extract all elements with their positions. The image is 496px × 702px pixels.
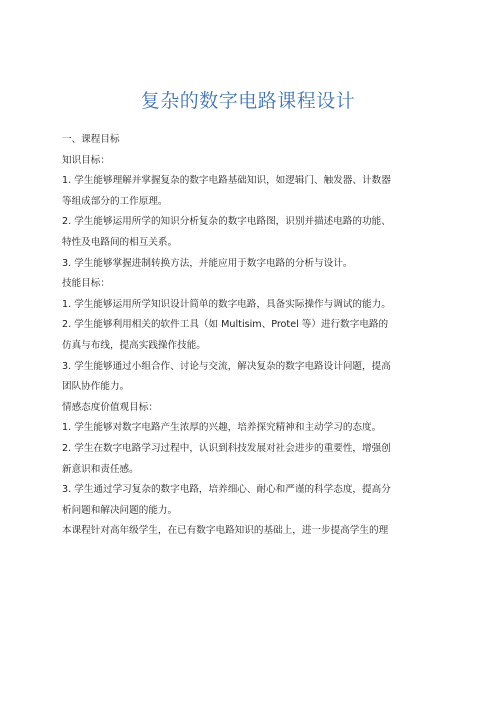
paragraph-line: 1. 学生能够对数字电路产生浓厚的兴趣，培养探究精神和主动学习的态度。 [62,422,382,434]
paragraph-line: 3. 学生通过学习复杂的数字电路，培养细心、耐心和严谨的科学态度，提高分 [62,484,391,496]
paragraph-line: 特性及电路间的相互关系。 [62,236,178,248]
paragraph-line: 3. 学生能够通过小组合作、讨论与交流，解决复杂的数字电路设计问题，提高 [62,360,391,372]
paragraph-line: 2. 学生在数字电路学习过程中，认识到科技发展对社会进步的重要性，增强创 [62,442,391,454]
paragraph-line: 2. 学生能够运用所学的知识分析复杂的数字电路图，识别并描述电路的功能、 [62,216,391,228]
document-body [62,130,438,542]
paragraph-line: 等组成部分的工作原理。 [62,195,168,207]
paragraph-line: 仿真与布线，提高实践操作技能。 [62,339,206,351]
paragraph-line: 3. 学生能够掌握进制转换方法，并能应用于数字电路的分析与设计。 [62,257,353,269]
paragraph-line: 1. 学生能够理解并掌握复杂的数字电路基础知识，如逻辑门、触发器、计数器 [62,175,391,187]
subsection-heading-attitude: 情感态度价值观目标： [62,401,158,413]
paragraph-line: 本课程针对高年级学生，在已有数字电路知识的基础上，进一步提高学生的理 [62,525,389,537]
paragraph-line: 1. 学生能够运用所学知识设计简单的数字电路，具备实际操作与调试的能力。 [62,298,391,310]
subsection-heading-skills: 技能目标： [62,278,110,290]
subsection-heading-knowledge: 知识目标： [62,154,110,166]
section-heading: 一、课程目标 [62,134,120,145]
paragraph-line: 新意识和责任感。 [62,463,139,475]
paragraph-line: 2. 学生能够利用相关的软件工具（如 Multisim、Protel 等）进行数字电路的 [62,319,389,331]
document-title: 复杂的数字电路课程设计 [140,90,356,112]
paragraph-line: 团队协作能力。 [62,381,130,393]
paragraph-line: 析问题和解决问题的能力。 [62,504,178,516]
